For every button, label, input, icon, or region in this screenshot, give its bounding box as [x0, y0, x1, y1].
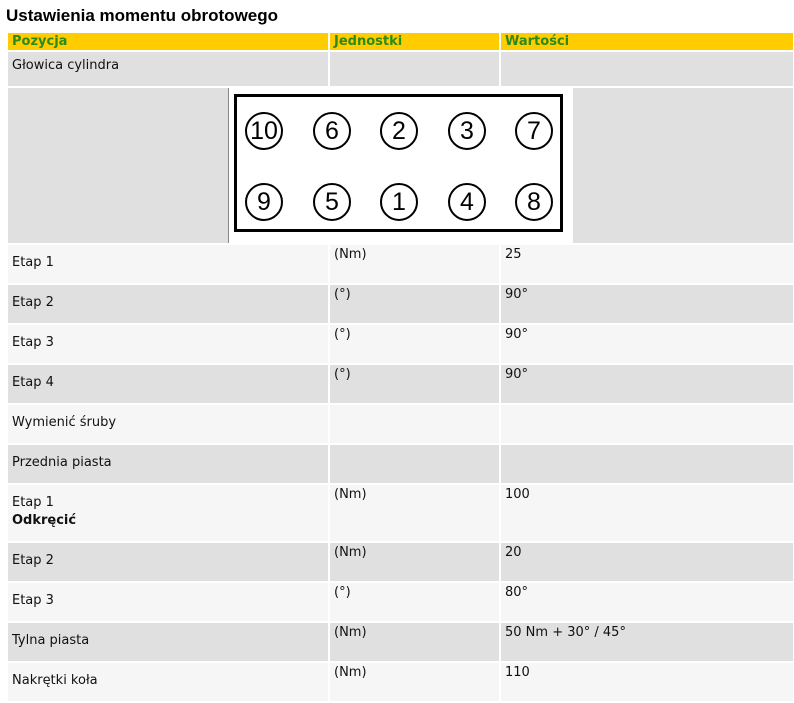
row-value: 110 [501, 663, 793, 701]
bolt-top-1: 10 [245, 112, 283, 150]
bolt-bottom-4: 4 [448, 183, 486, 221]
row-value [501, 405, 793, 443]
table-row [8, 325, 793, 363]
bolt-top-4: 3 [448, 112, 486, 150]
header-units: Jednostki [330, 33, 499, 50]
row-position-cell [8, 485, 328, 541]
table-row [8, 445, 793, 483]
row-value: 50 Nm + 30° / 45° [501, 623, 793, 661]
section-cylinder-head: Głowica cylindra [8, 52, 328, 86]
bolt-bottom-3: 1 [380, 183, 418, 221]
row-value: 80° [501, 583, 793, 621]
row-unit: (°) [330, 285, 499, 323]
torque-table [6, 31, 794, 703]
table-row [8, 623, 793, 661]
bolt-bottom-2: 5 [313, 183, 351, 221]
page-title: Ustawienia momentu obrotowego [6, 6, 279, 25]
table-row [8, 663, 793, 701]
row-unit: (°) [330, 365, 499, 403]
row-position: Etap 2 [8, 285, 328, 323]
row-position: Etap 1 [12, 495, 54, 510]
row-position: Etap 4 [8, 365, 328, 403]
bolt-diagram-row [8, 88, 793, 243]
row-unit [330, 445, 499, 483]
row-position: Etap 3 [8, 583, 328, 621]
row-unit: (Nm) [330, 623, 499, 661]
row-position: Nakrętki koła [8, 663, 328, 701]
row-unit: (Nm) [330, 543, 499, 581]
row-unit [330, 405, 499, 443]
table-row [8, 485, 793, 541]
row-value: 20 [501, 543, 793, 581]
bolt-top-5: 7 [515, 112, 553, 150]
row-position: Etap 2 [8, 543, 328, 581]
row-unit: (°) [330, 583, 499, 621]
bolt-bottom-1: 9 [245, 183, 283, 221]
row-value: 90° [501, 365, 793, 403]
row-position: Przednia piasta [8, 445, 328, 483]
table-row [8, 52, 793, 86]
table-row [8, 583, 793, 621]
row-unit: (Nm) [330, 245, 499, 283]
table-row [8, 245, 793, 283]
header-position: Pozycja [8, 33, 328, 50]
bolt-top-2: 6 [313, 112, 351, 150]
row-unit: (Nm) [330, 663, 499, 701]
row-position: Etap 3 [8, 325, 328, 363]
row-value [501, 445, 793, 483]
bolt-sequence-diagram [228, 88, 573, 243]
table-row [8, 543, 793, 581]
row-value: 100 [501, 485, 793, 541]
row-value: 25 [501, 245, 793, 283]
row-value: 90° [501, 285, 793, 323]
bolt-bottom-5: 8 [515, 183, 553, 221]
header-values: Wartości [501, 33, 793, 50]
table-row [8, 405, 793, 443]
row-note: Odkręcić [12, 513, 77, 528]
bolt-top-3: 2 [380, 112, 418, 150]
row-unit: (°) [330, 325, 499, 363]
row-position: Etap 1 [8, 245, 328, 283]
table-row [8, 285, 793, 323]
table-header-row [8, 33, 793, 50]
row-position: Tylna piasta [8, 623, 328, 661]
row-position: Wymienić śruby [8, 405, 328, 443]
cylinder-head-outline [234, 94, 563, 232]
row-unit: (Nm) [330, 485, 499, 541]
table-row [8, 365, 793, 403]
row-value: 90° [501, 325, 793, 363]
